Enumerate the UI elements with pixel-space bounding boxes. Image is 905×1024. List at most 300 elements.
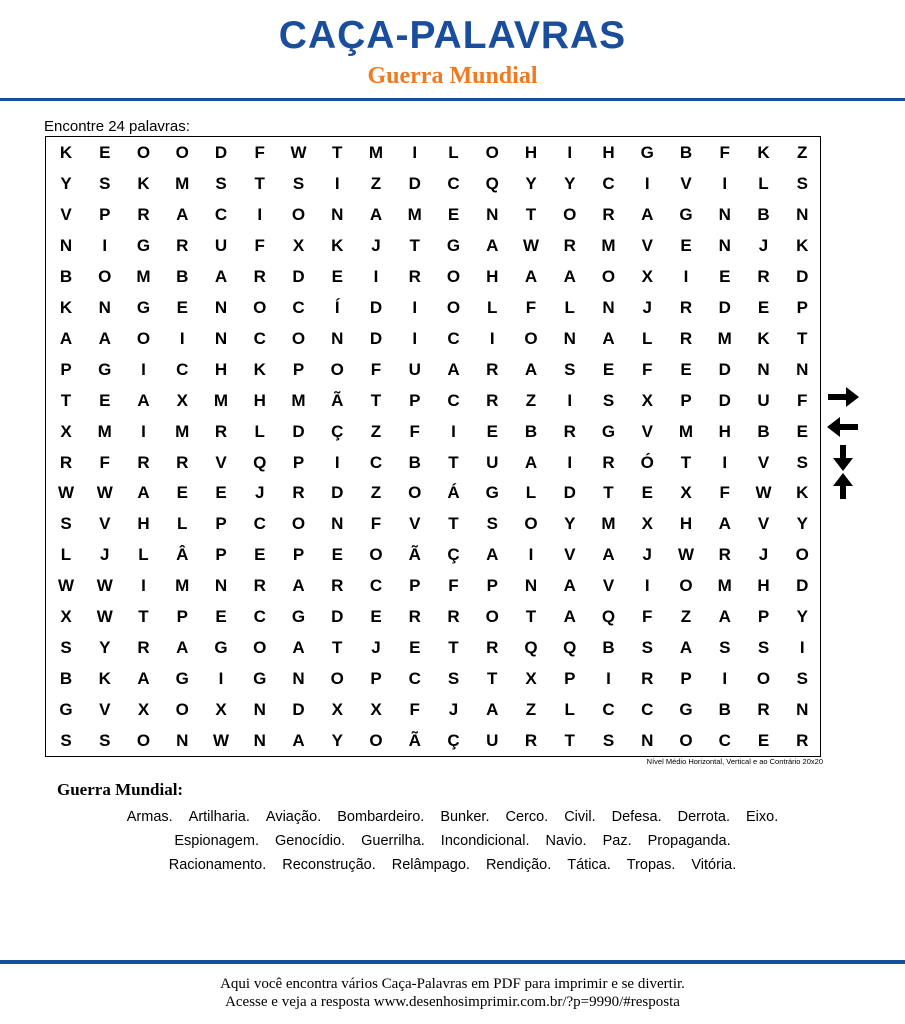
grid-letter: I bbox=[528, 545, 534, 565]
level-note: Nível Médio Horizontal, Vertical e ao Contrário 20x20 bbox=[646, 757, 823, 766]
grid-letter: T bbox=[254, 173, 265, 193]
grid-letter: L bbox=[564, 297, 575, 317]
grid-letter: O bbox=[253, 638, 267, 658]
grid-letter: B bbox=[59, 266, 73, 286]
grid-letter: S bbox=[486, 514, 498, 534]
grid-letter: I bbox=[644, 173, 650, 193]
grid-letter: A bbox=[292, 576, 305, 596]
grid-letter: Z bbox=[370, 483, 382, 503]
grid-letter: M bbox=[175, 173, 190, 193]
grid-letter: J bbox=[758, 545, 769, 565]
grid-letter: E bbox=[331, 545, 343, 565]
grid-letter: S bbox=[796, 173, 808, 193]
grid-letter: D bbox=[292, 266, 305, 286]
grid-letter: E bbox=[409, 638, 421, 658]
grid-letter: I bbox=[799, 638, 805, 658]
grid-letter: N bbox=[214, 297, 228, 317]
grid-letter: O bbox=[446, 297, 461, 317]
grid-letter: P bbox=[370, 669, 382, 689]
grid-letter: S bbox=[60, 638, 72, 658]
grid-letter: R bbox=[679, 328, 693, 348]
footer-line-2: Acesse e veja a resposta www.desenhosimprimir.com.br/?p=9990/#resposta bbox=[225, 994, 680, 1010]
grid-letter: X bbox=[60, 607, 72, 627]
grid-letter: M bbox=[601, 514, 616, 534]
grid-letter: N bbox=[253, 731, 266, 751]
grid-letter: J bbox=[758, 235, 769, 255]
word-list-item: Armas. bbox=[126, 809, 173, 825]
grid-letter: B bbox=[757, 421, 770, 441]
grid-letter: C bbox=[602, 173, 615, 193]
grid-letter: B bbox=[408, 452, 421, 472]
grid-letter: O bbox=[601, 266, 616, 286]
grid-letter: G bbox=[136, 235, 151, 255]
grid-letter: P bbox=[409, 576, 421, 596]
grid-letter: S bbox=[719, 638, 731, 658]
grid-letter: K bbox=[253, 359, 266, 379]
arrow-right-icon bbox=[826, 384, 860, 410]
grid-letter: S bbox=[796, 452, 808, 472]
grid-letter: Z bbox=[370, 421, 382, 441]
footer-line-1: Aqui você encontra vários Caça-Palavras em PDF para imprimir e se divertir. bbox=[220, 976, 685, 992]
grid-letter: D bbox=[408, 173, 421, 193]
grid-letter: Q bbox=[485, 173, 499, 193]
grid-letter: W bbox=[96, 483, 113, 503]
grid-letter: E bbox=[757, 731, 770, 751]
grid-letter: A bbox=[641, 204, 654, 224]
grid-letter: I bbox=[567, 143, 573, 162]
grid-letter: E bbox=[215, 483, 227, 503]
grid-letter: K bbox=[757, 328, 770, 348]
grid-letter: P bbox=[176, 607, 188, 627]
grid-letter: G bbox=[485, 483, 499, 503]
grid-letter: B bbox=[718, 700, 731, 720]
grid-letter: T bbox=[332, 638, 343, 658]
grid-letter: Q bbox=[601, 607, 616, 627]
grid-letter: M bbox=[291, 390, 306, 410]
grid-letter: D bbox=[796, 266, 809, 286]
grid-letter: K bbox=[59, 143, 73, 162]
grid-letter: R bbox=[757, 266, 770, 286]
grid-letter: R bbox=[679, 297, 693, 317]
grid-letter: O bbox=[756, 669, 771, 689]
grid-letter: T bbox=[564, 731, 575, 751]
grid-letter: C bbox=[408, 669, 421, 689]
grid-letter: C bbox=[447, 328, 460, 348]
grid-letter: C bbox=[369, 576, 383, 596]
page-subtitle: Guerra Mundial bbox=[367, 63, 538, 89]
word-list-item: Derrota. bbox=[677, 809, 730, 825]
grid-letter: D bbox=[718, 297, 731, 317]
grid-letter: L bbox=[564, 700, 575, 720]
grid-letter: N bbox=[331, 514, 344, 534]
grid-letter: B bbox=[59, 669, 73, 689]
grid-letter: G bbox=[253, 669, 267, 689]
grid-letter: T bbox=[60, 390, 72, 410]
grid-letter: P bbox=[215, 545, 227, 565]
grid-letter: R bbox=[331, 576, 344, 596]
grid-letter: J bbox=[448, 700, 459, 720]
grid-letter: C bbox=[253, 514, 266, 534]
grid-letter: Ç bbox=[447, 731, 460, 751]
grid-letter: L bbox=[758, 173, 769, 193]
grid-letter: A bbox=[524, 452, 538, 472]
grid-letter: O bbox=[253, 297, 267, 317]
grid-letter: V bbox=[99, 700, 111, 720]
instruction-text: Encontre 24 palavras: bbox=[44, 118, 190, 135]
grid-letter: C bbox=[292, 297, 305, 317]
word-list-item: Bunker. bbox=[440, 809, 490, 825]
grid-letter: M bbox=[97, 421, 112, 441]
word-list-item: Vitória. bbox=[691, 857, 737, 873]
grid-letter: X bbox=[215, 700, 227, 720]
grid-letter: A bbox=[369, 204, 383, 224]
grid-letter: I bbox=[644, 576, 650, 596]
grid-letter: E bbox=[486, 421, 498, 441]
grid-letter: K bbox=[796, 483, 809, 503]
grid-letter: T bbox=[525, 607, 537, 627]
grid-letter: E bbox=[796, 421, 808, 441]
grid-letter: F bbox=[254, 235, 265, 255]
grid-letter: P bbox=[292, 545, 305, 565]
grid-letter: R bbox=[253, 576, 266, 596]
grid-letter: O bbox=[291, 328, 306, 348]
grid-letter: I bbox=[141, 421, 146, 441]
grid-letter: O bbox=[679, 731, 693, 751]
grid-letter: K bbox=[98, 669, 111, 689]
grid-letter: N bbox=[331, 328, 344, 348]
grid-letter: P bbox=[680, 390, 692, 410]
grid-letter: S bbox=[796, 669, 808, 689]
grid-letter: N bbox=[641, 731, 654, 751]
grid-letter: R bbox=[408, 607, 421, 627]
grid-letter: F bbox=[370, 514, 382, 534]
grid-letter: E bbox=[447, 204, 460, 224]
grid-letter: D bbox=[214, 143, 228, 162]
grid-letter: O bbox=[136, 731, 151, 751]
grid-letter: A bbox=[447, 359, 460, 379]
grid-letter: S bbox=[99, 731, 111, 751]
grid-letter: F bbox=[448, 576, 459, 596]
grid-letter: P bbox=[564, 669, 576, 689]
grid-letter: R bbox=[292, 483, 305, 503]
grid-letter: Á bbox=[447, 483, 460, 503]
grid-letter: F bbox=[409, 421, 420, 441]
grid-letter: S bbox=[292, 173, 305, 193]
grid-letter: Y bbox=[60, 173, 72, 193]
grid-letter: H bbox=[757, 576, 770, 596]
grid-letter: I bbox=[373, 266, 379, 286]
grid-letter: Q bbox=[524, 638, 538, 658]
grid-letter: A bbox=[563, 266, 576, 286]
grid-letter: G bbox=[98, 359, 112, 379]
arrow-up-icon bbox=[830, 472, 856, 500]
grid-letter: W bbox=[57, 483, 75, 503]
grid-letter: N bbox=[486, 204, 499, 224]
grid-letter: R bbox=[137, 638, 150, 658]
word-list-item: Incondicional. bbox=[440, 833, 530, 849]
grid-letter: C bbox=[718, 731, 731, 751]
grid-letter: M bbox=[136, 266, 151, 286]
grid-letter: F bbox=[370, 359, 382, 379]
grid-letter: I bbox=[179, 328, 185, 348]
grid-letter: S bbox=[99, 173, 111, 193]
grid-letter: Ç bbox=[447, 545, 460, 565]
grid-letter: O bbox=[408, 483, 422, 503]
word-list-row bbox=[0, 857, 905, 873]
grid-letter: E bbox=[680, 359, 692, 379]
word-list-item: Civil. bbox=[564, 809, 596, 825]
grid-letter: L bbox=[60, 545, 72, 565]
grid-letter: A bbox=[524, 266, 538, 286]
grid-letter: D bbox=[369, 297, 383, 317]
grid-letter: H bbox=[214, 359, 228, 379]
grid-letter: E bbox=[602, 359, 615, 379]
grid-letter: H bbox=[524, 143, 538, 162]
grid-letter: F bbox=[409, 700, 420, 720]
grid-letter: O bbox=[291, 204, 306, 224]
grid-letter: T bbox=[370, 390, 382, 410]
grid-letter: P bbox=[486, 576, 498, 596]
grid-letter: A bbox=[486, 235, 499, 255]
grid-letter: K bbox=[137, 173, 150, 193]
grid-letter: X bbox=[137, 700, 150, 720]
grid-letter: U bbox=[757, 390, 770, 410]
grid-letter: R bbox=[796, 731, 809, 751]
grid-letter: R bbox=[602, 204, 615, 224]
grid-letter: X bbox=[176, 390, 188, 410]
grid-letter: O bbox=[446, 266, 461, 286]
grid-letter: O bbox=[291, 514, 306, 534]
grid-letter: A bbox=[292, 638, 305, 658]
grid-letter: D bbox=[718, 390, 731, 410]
grid-letter: J bbox=[100, 545, 110, 565]
grid-letter: C bbox=[176, 359, 189, 379]
grid-letter: N bbox=[214, 576, 228, 596]
grid-letter: V bbox=[564, 545, 576, 565]
grid-letter: N bbox=[214, 328, 228, 348]
grid-letter: J bbox=[371, 638, 381, 658]
grid-letter: T bbox=[797, 328, 808, 348]
grid-letter: X bbox=[525, 669, 537, 689]
grid-letter: M bbox=[175, 576, 190, 596]
grid-letter: K bbox=[331, 235, 344, 255]
grid-letter: Z bbox=[525, 700, 537, 720]
grid-letter: C bbox=[253, 328, 266, 348]
grid-letter: V bbox=[602, 576, 615, 596]
grid-letter: W bbox=[755, 483, 772, 503]
grid-letter: P bbox=[796, 297, 808, 317]
grid-letter: I bbox=[722, 669, 728, 689]
grid-letter: V bbox=[99, 514, 111, 534]
grid-letter: O bbox=[369, 731, 383, 751]
grid-letter: X bbox=[331, 700, 343, 720]
grid-letter: W bbox=[96, 576, 113, 596]
grid-letter: P bbox=[215, 514, 227, 534]
arrow-left-icon bbox=[826, 414, 860, 440]
grid-letter: B bbox=[602, 638, 615, 658]
grid-letter: O bbox=[679, 576, 693, 596]
grid-letter: Z bbox=[680, 607, 692, 627]
grid-letter: I bbox=[722, 452, 728, 472]
grid-letter: L bbox=[487, 297, 498, 317]
grid-letter: I bbox=[567, 390, 573, 410]
grid-letter: W bbox=[212, 731, 230, 751]
grid-letter: I bbox=[722, 173, 728, 193]
grid-letter: E bbox=[680, 235, 692, 255]
grid-letter: E bbox=[331, 266, 343, 286]
grid-letter: A bbox=[176, 204, 189, 224]
grid-letter: C bbox=[447, 173, 460, 193]
grid-letter: M bbox=[213, 390, 229, 410]
word-list-item: Paz. bbox=[602, 833, 632, 849]
top-divider bbox=[0, 98, 905, 101]
word-list-item: Navio. bbox=[545, 833, 587, 849]
grid-letter: A bbox=[59, 328, 73, 348]
word-list-item: Eixo. bbox=[746, 809, 779, 825]
grid-letter: I bbox=[451, 421, 456, 441]
grid-letter: T bbox=[448, 452, 459, 472]
grid-letter: E bbox=[215, 607, 227, 627]
word-list-item: Genocídio. bbox=[274, 833, 346, 849]
grid-letter: Z bbox=[370, 173, 382, 193]
grid-letter: A bbox=[563, 576, 576, 596]
grid-letter: A bbox=[137, 483, 150, 503]
grid-letter: I bbox=[102, 235, 108, 255]
grid-letter: E bbox=[176, 483, 188, 503]
grid-letter: K bbox=[59, 297, 73, 317]
word-list-item: Tropas. bbox=[626, 857, 676, 873]
grid-letter: N bbox=[253, 700, 266, 720]
grid-letter: R bbox=[718, 545, 731, 565]
grid-letter: Y bbox=[564, 173, 576, 193]
grid-letter: B bbox=[524, 421, 538, 441]
grid-letter: Q bbox=[563, 638, 577, 658]
word-list-title: Guerra Mundial: bbox=[57, 780, 184, 799]
grid-letter: F bbox=[642, 359, 653, 379]
grid-letter: A bbox=[486, 545, 499, 565]
grid-letter: E bbox=[370, 607, 382, 627]
grid-letter: Y bbox=[525, 173, 537, 193]
grid-letter: J bbox=[255, 483, 265, 503]
grid-letter: E bbox=[254, 545, 266, 565]
grid-letter: P bbox=[292, 359, 305, 379]
grid-letter: Z bbox=[797, 143, 808, 162]
grid-letter: P bbox=[60, 359, 72, 379]
grid-letter: T bbox=[448, 638, 459, 658]
grid-letter: R bbox=[563, 421, 576, 441]
grid-letter: J bbox=[642, 545, 652, 565]
grid-letter: Y bbox=[331, 731, 343, 751]
grid-letter: C bbox=[602, 700, 615, 720]
grid-letter: G bbox=[446, 235, 461, 255]
grid-letter: M bbox=[175, 421, 190, 441]
grid-letter: I bbox=[412, 297, 418, 317]
grid-letter: I bbox=[606, 669, 611, 689]
grid-letter: S bbox=[447, 669, 460, 689]
word-search-grid bbox=[45, 136, 821, 757]
grid-letter: I bbox=[334, 452, 340, 472]
word-list-item: Rendição. bbox=[485, 857, 552, 873]
grid-letter: F bbox=[525, 297, 537, 317]
bottom-divider bbox=[0, 960, 905, 964]
grid-letter: S bbox=[60, 731, 72, 751]
grid-letter: R bbox=[137, 452, 150, 472]
grid-letter: O bbox=[524, 328, 538, 348]
grid-letter: X bbox=[641, 266, 653, 286]
grid-letter: I bbox=[141, 359, 146, 379]
grid-letter: R bbox=[486, 359, 499, 379]
page-title: CAÇA-PALAVRAS bbox=[278, 14, 627, 57]
grid-letter: V bbox=[215, 452, 227, 472]
grid-letter: A bbox=[98, 328, 111, 348]
grid-letter: X bbox=[641, 390, 653, 410]
grid-letter: O bbox=[136, 143, 151, 162]
grid-letter: O bbox=[175, 143, 189, 162]
grid-letter: S bbox=[564, 359, 576, 379]
grid-letter: B bbox=[176, 266, 189, 286]
grid-letter: U bbox=[486, 452, 499, 472]
word-list-item: Relâmpago. bbox=[391, 857, 470, 873]
grid-letter: T bbox=[680, 452, 692, 472]
grid-letter: W bbox=[57, 576, 75, 596]
grid-letter: E bbox=[719, 266, 731, 286]
grid-letter: Y bbox=[796, 607, 808, 627]
grid-letter: A bbox=[679, 638, 693, 658]
grid-letter: M bbox=[678, 421, 694, 441]
grid-letter: G bbox=[679, 204, 693, 224]
grid-letter: I bbox=[683, 266, 689, 286]
grid-letter: N bbox=[718, 204, 731, 224]
grid-letter: Y bbox=[796, 514, 808, 534]
grid-letter: G bbox=[679, 700, 693, 720]
grid-letter: D bbox=[292, 421, 305, 441]
word-list-item: Espionagem. bbox=[174, 833, 259, 849]
grid-letter: D bbox=[331, 483, 344, 503]
grid-letter: A bbox=[718, 607, 731, 627]
grid-letter: B bbox=[757, 204, 770, 224]
grid-letter: H bbox=[718, 421, 731, 441]
grid-letter: N bbox=[524, 576, 538, 596]
grid-letter: D bbox=[292, 700, 305, 720]
grid-letter: O bbox=[136, 328, 151, 348]
grid-letter: L bbox=[642, 328, 653, 348]
grid-letter: E bbox=[176, 297, 188, 317]
grid-letter: Q bbox=[253, 452, 267, 472]
word-list-item: Guerrilha. bbox=[361, 833, 425, 849]
grid-letter: A bbox=[214, 266, 228, 286]
grid-letter: H bbox=[679, 514, 693, 534]
word-list-item: Cerco. bbox=[505, 809, 549, 825]
grid-letter: G bbox=[291, 607, 306, 627]
grid-letter: O bbox=[485, 143, 499, 162]
grid-letter: R bbox=[641, 669, 654, 689]
grid-letter: S bbox=[641, 638, 653, 658]
grid-letter: R bbox=[447, 607, 460, 627]
grid-letter: N bbox=[59, 235, 73, 255]
word-list-row bbox=[0, 833, 905, 849]
grid-letter: N bbox=[602, 297, 615, 317]
grid-letter: T bbox=[603, 483, 614, 503]
grid-letter: J bbox=[642, 297, 652, 317]
grid-letter: M bbox=[601, 235, 616, 255]
grid-letter: E bbox=[641, 483, 653, 503]
grid-letter: N bbox=[292, 669, 305, 689]
grid-letter: L bbox=[254, 421, 265, 441]
grid-letter: I bbox=[334, 173, 340, 193]
grid-letter: A bbox=[718, 514, 731, 534]
grid-letter: H bbox=[486, 266, 499, 286]
grid-letter: G bbox=[640, 143, 654, 162]
